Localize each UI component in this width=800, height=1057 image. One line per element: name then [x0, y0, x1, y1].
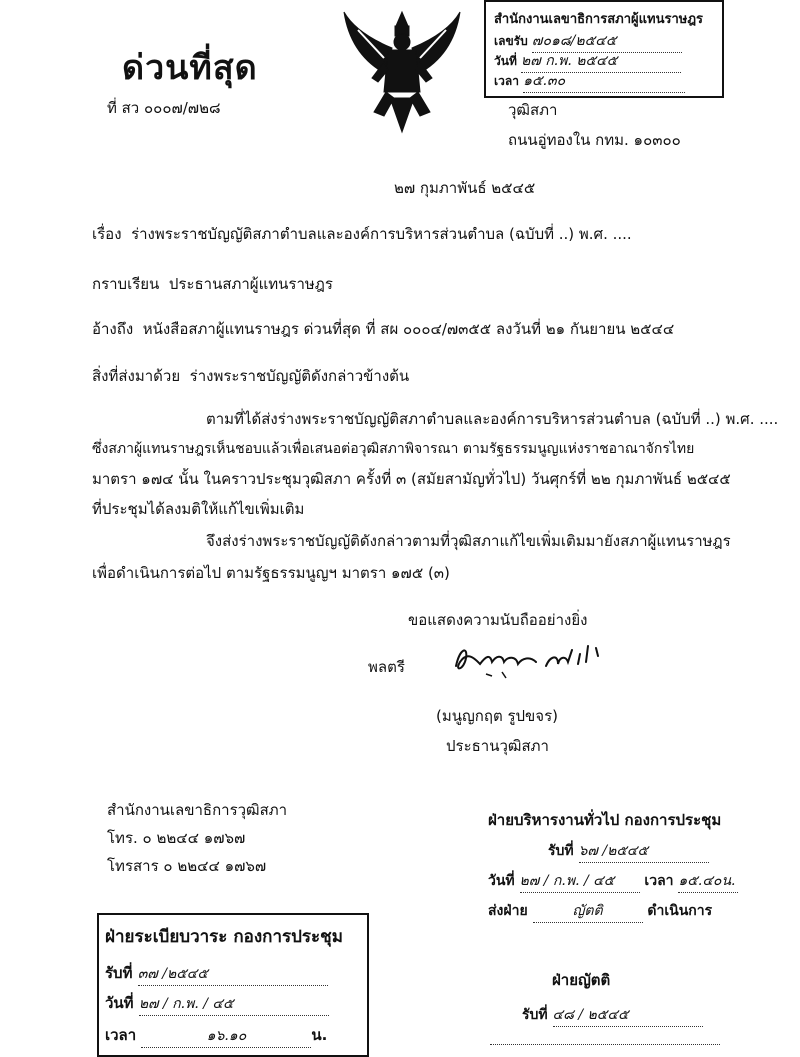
general-forward-value: ญัตติ: [533, 900, 643, 923]
subject-line: [92, 222, 632, 246]
general-date-label: วันที่: [488, 873, 515, 889]
body-line: ซึ่งสภาผู้แทนราษฎรเห็นชอบแล้วเพื่อเสนอต่อวุฒิสภาพิจารณา ตามรัฐธรรมนูญแห่งราชอาณาจักรไทย: [92, 441, 695, 457]
receipt-label: เลขรับ: [494, 34, 528, 48]
urgency-label: ด่วนที่สุด: [122, 48, 258, 88]
receipt-value: ๑๕.๓๐: [523, 70, 685, 93]
closing-line: ขอแสดงความนับถืออย่างยิ่ง: [408, 611, 588, 629]
salutation-text: ประธานสภาผู้แทนราษฎร: [168, 275, 333, 293]
motion-stamp-cutoff-row: [490, 1034, 720, 1047]
agenda-stamp-title: ฝ่ายระเบียบวาระ กองการประชุม: [105, 927, 343, 947]
motion-received-label: รับที่: [522, 1007, 548, 1023]
sender-name: วุฒิสภา: [508, 101, 558, 119]
general-action-label: ดำเนินการ: [647, 903, 713, 919]
general-time-label: เวลา: [644, 873, 674, 889]
general-stamp-forward: [488, 900, 712, 923]
agenda-received-label: รับที่: [105, 964, 133, 982]
motion-received-value: ๔๘ / ๒๕๔๕: [553, 1004, 703, 1027]
agenda-time-label: เวลา: [105, 1026, 137, 1044]
general-forward-label: ส่งฝ่าย: [488, 903, 528, 919]
receipt-row-time: [494, 70, 685, 93]
signature-mark: [446, 636, 626, 682]
enclosure-label: สิ่งที่ส่งมาด้วย: [92, 367, 181, 385]
agenda-date-value: ๒๗ / ก.พ. / ๔๕: [139, 993, 329, 1016]
receipt-value: ๒๗ ก.พ. ๒๕๔๕: [521, 50, 681, 73]
agenda-stamp: [97, 913, 369, 1057]
signer-rank: พลตรี: [368, 658, 405, 676]
signer-name: (มนูญกฤต รูปขจร): [436, 707, 558, 725]
agenda-received-value: ๓๗ /๒๕๔๕: [138, 963, 328, 986]
agenda-time-value: ๑๖.๑๐: [141, 1025, 311, 1048]
garuda-icon: [338, 8, 466, 136]
general-date-value: ๒๗ / ก.พ. / ๔๕: [520, 870, 640, 893]
signer-title: ประธานวุฒิสภา: [446, 737, 549, 755]
body-line: มาตรา ๑๗๔ นั้น ในคราวประชุมวุฒิสภา ครั้งที่ ๓ (สมัยสามัญทั่วไป) วันศุกร์ที่ ๒๒ กุมภาพันธ์ ๒๕๔๕: [92, 470, 731, 488]
reference-label: อ้างถึง: [92, 320, 134, 338]
receipt-label: วันที่: [494, 54, 517, 68]
reference-line: [92, 317, 674, 341]
general-received-label: รับที่: [548, 843, 574, 859]
receipt-value: ๗๐๑๘/๒๕๔๕: [532, 30, 682, 53]
general-time-value: ๑๕.๔๐น.: [678, 870, 738, 893]
subject-text: ร่างพระราชบัญญัติสภาตำบลและองค์การบริหารส่วนตำบล (ฉบับที่ ..) พ.ศ. ....: [131, 225, 632, 243]
agenda-date-label: วันที่: [105, 994, 134, 1012]
office-telephone: โทร. ๐ ๒๒๔๔ ๑๗๖๗: [107, 829, 246, 847]
general-received-value: ๖๗ /๒๕๔๕: [579, 840, 709, 863]
body-line: จึงส่งร่างพระราชบัญญัติดังกล่าวตามที่วุฒิสภาแก้ไขเพิ่มเติมมายังสภาผู้แทนราษฎร: [206, 532, 731, 550]
motion-stamp-received: [522, 1004, 703, 1027]
receipt-label: เวลา: [494, 74, 519, 88]
agenda-stamp-received: [105, 961, 328, 986]
general-stamp-date: [488, 870, 738, 893]
salutation-label: กราบเรียน: [92, 275, 160, 293]
agenda-stamp-time: [105, 1023, 327, 1048]
garuda-emblem: [338, 8, 466, 136]
general-stamp-received: [548, 840, 709, 863]
receipt-stamp-title: สำนักงานเลขาธิการสภาผู้แทนราษฎร: [494, 12, 704, 27]
reference-text: หนังสือสภาผู้แทนราษฎร ด่วนที่สุด ที่ สผ ๐๐๐๔/๗๓๕๕ ลงวันที่ ๒๑ กันยายน ๒๕๔๔: [142, 320, 675, 338]
subject-label: เรื่อง: [92, 225, 122, 243]
motion-stamp-title: ฝ่ายญัตติ: [552, 971, 611, 989]
body-line: ตามที่ได้ส่งร่างพระราชบัญญัติสภาตำบลและองค์การบริหารส่วนตำบล (ฉบับที่ ..) พ.ศ. ....: [206, 410, 779, 428]
general-stamp-title: ฝ่ายบริหารงานทั่วไป กองการประชุม: [488, 811, 722, 829]
agenda-time-unit: น.: [311, 1026, 328, 1044]
document-reference-number: ที่ สว ๐๐๐๗/๗๒๘: [107, 99, 221, 117]
signature: [446, 636, 626, 682]
receipt-stamp: [484, 0, 724, 98]
agenda-stamp-date: [105, 991, 329, 1016]
letter-date: ๒๗ กุมภาพันธ์ ๒๕๔๕: [394, 179, 536, 197]
sender-address: ถนนอู่ทองใน กทม. ๑๐๓๐๐: [508, 131, 681, 149]
enclosure-line: [92, 364, 409, 388]
body-line: เพื่อดำเนินการต่อไป ตามรัฐธรรมนูญฯ มาตรา ๑๗๕ (๓): [92, 564, 450, 582]
body-line: ที่ประชุมได้ลงมติให้แก้ไขเพิ่มเติม: [92, 500, 305, 518]
enclosure-text: ร่างพระราชบัญญัติดังกล่าวข้างต้น: [189, 367, 410, 385]
office-name: สำนักงานเลขาธิการวุฒิสภา: [107, 801, 288, 819]
office-fax: โทรสาร ๐ ๒๒๔๔ ๑๗๖๗: [107, 857, 267, 875]
salutation-line: [92, 272, 333, 296]
